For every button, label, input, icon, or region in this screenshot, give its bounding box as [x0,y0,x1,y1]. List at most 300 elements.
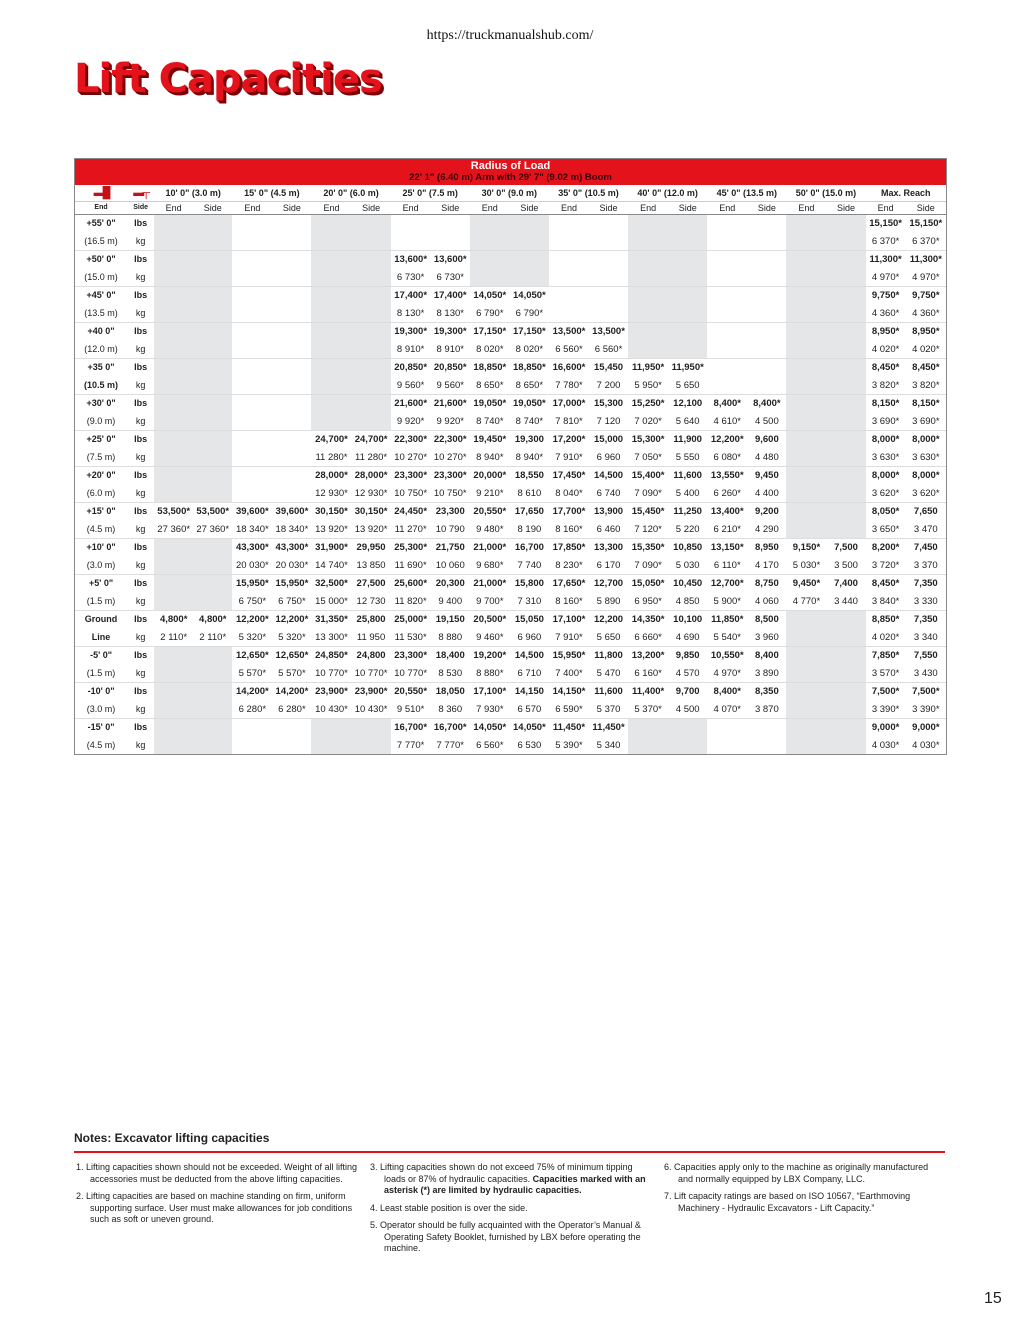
capacity-cell: 3 820* [912,379,940,391]
capacity-cell [154,269,193,287]
side-lift-icon: ▬┬ [133,187,149,199]
capacity-cell: 3 630* [912,451,940,463]
capacity-cell: 20 030* [235,559,269,571]
capacity-cell [668,251,707,269]
capacity-cell: 8 650* [515,379,544,391]
capacity-cell [193,287,232,305]
unit-label: kg [135,271,146,282]
capacity-cell: 11,600 [668,467,707,485]
capacity-cell [786,503,826,521]
capacity-cell [826,449,865,467]
capacity-cell: 9,000* [906,719,946,737]
height-label: -15' 0" [75,719,127,737]
capacity-cell [826,431,865,449]
capacity-cell [232,359,272,377]
unit-label: lbs [127,359,154,377]
capacity-cell: 14 740* [315,559,348,571]
capacity-cell: 8,000* [906,467,946,485]
capacity-cell [232,251,272,269]
capacity-cell [352,233,391,251]
capacity-cell [154,377,193,395]
capacity-cell [272,341,311,359]
capacity-cell: 10 060 [435,559,465,571]
capacity-cell [549,305,589,323]
capacity-cell: 3 440 [834,595,858,607]
capacity-cell: 14,200* [272,683,311,701]
capacity-cell [628,269,668,287]
table-row [75,233,946,251]
capacity-cell [352,737,391,755]
capacity-cell: 14,050* [470,719,510,737]
height-label: +40 0" [75,323,127,341]
capacity-cell: 7 780* [555,379,583,391]
radius-column-header: 15' 0" (4.5 m) [232,185,311,202]
table-row [75,413,946,431]
capacity-cell: 24,800 [352,647,391,665]
capacity-cell [154,575,193,593]
capacity-cell: 9 920* [436,415,464,427]
capacity-cell: 10 430* [354,703,388,715]
capacity-cell: 8 740* [515,415,544,427]
end-subheader: End [391,202,431,215]
capacity-cell: 6 560* [555,343,583,355]
table-row [75,215,946,233]
capacity-cell: 17,400* [431,287,470,305]
height-label: +45' 0" [75,287,127,305]
capacity-cell: 23,300* [391,467,431,485]
capacity-cell [707,251,747,269]
table-row [75,629,946,647]
source-url: https://truckmanualshub.com/ [426,28,594,43]
capacity-cell [786,395,826,413]
capacity-cell [391,215,431,233]
capacity-cell [193,665,232,683]
capacity-cell [786,647,826,665]
capacity-cell [707,287,747,305]
capacity-cell [272,431,311,449]
capacity-cell [707,233,747,251]
capacity-cell: 3 470 [913,523,938,535]
capacity-cell: 7 090* [634,559,662,571]
capacity-cell: 8 940* [476,451,504,463]
capacity-cell: 16,600* [549,359,589,377]
side-subheader: Side [272,202,311,215]
unit-label: lbs [127,503,154,521]
capacity-cell [311,719,351,737]
capacity-cell: 20,500* [470,611,510,629]
capacity-cell: 4 570 [675,667,700,679]
capacity-cell: 8 130* [396,307,425,319]
end-subheader: End [154,202,193,215]
capacity-cell: 5 400 [675,487,700,499]
capacity-cell: 8,450* [906,359,946,377]
capacity-cell: 10,450 [668,575,707,593]
capacity-cell: 13,600* [391,251,431,269]
capacity-cell [470,251,510,269]
capacity-cell [154,431,193,449]
capacity-cell [786,287,826,305]
capacity-cell: 23,300* [391,647,431,665]
capacity-cell: 10 770* [315,667,348,679]
capacity-cell: 28,000* [311,467,351,485]
capacity-cell: 43,300* [272,539,311,557]
capacity-cell: 6 280* [278,703,306,715]
unit-label: lbs [127,575,154,593]
capacity-cell: 11,300* [866,251,906,269]
height-label: (13.5 m) [84,307,118,318]
capacity-cell [826,737,865,755]
capacity-cell [272,377,311,395]
capacity-cell [668,305,707,323]
capacity-cell [311,395,351,413]
capacity-cell: 53,500* [193,503,232,521]
capacity-cell [628,233,668,251]
radius-header-row [75,185,946,202]
capacity-cell [826,377,865,395]
capacity-cell: 6 160* [634,667,662,679]
capacity-cell: 3 390* [912,703,940,715]
capacity-cell: 3 720* [871,559,900,571]
capacity-cell: 25,000* [391,611,431,629]
capacity-cell [352,719,391,737]
capacity-cell [628,305,668,323]
capacity-cell [470,215,510,233]
height-label: (16.5 m) [84,235,118,246]
capacity-cell: 13,400* [707,503,747,521]
capacity-cell: 3 650* [871,523,900,535]
capacity-cell: 8,400 [747,647,786,665]
capacity-cell: 8,000* [906,431,946,449]
capacity-cell: 8 160* [555,595,583,607]
capacity-cell: 6 260* [713,487,742,499]
capacity-cell [786,701,826,719]
capacity-cell: 4 060 [754,595,779,607]
capacity-cell [352,215,391,233]
capacity-cell: 14,200* [232,683,272,701]
capacity-cell [232,485,272,503]
notes-column-3 [664,1162,945,1220]
capacity-cell [193,467,232,485]
capacity-cell: 17,850* [549,539,589,557]
capacity-cell: 18 340* [235,523,269,535]
capacity-cell: 8,850* [866,611,906,629]
capacity-cell: 25,300* [391,539,431,557]
side-icon-label: Side [127,202,154,215]
capacity-cell: 11,250 [668,503,707,521]
capacity-cell [628,251,668,269]
end-subheader: End [232,202,272,215]
capacity-cell [826,665,865,683]
capacity-cell: 5 650 [596,631,621,643]
side-subheader: Side [826,202,865,215]
capacity-cell: 13 920* [315,523,348,535]
unit-label: kg [135,739,146,750]
capacity-cell [826,305,865,323]
capacity-cell [352,395,391,413]
capacity-cell: 3 630* [871,451,900,463]
capacity-cell [232,719,272,737]
capacity-cell [272,449,311,467]
capacity-cell: 10 270* [433,451,467,463]
capacity-cell: 9,600 [747,431,786,449]
capacity-cell: 20,850* [431,359,470,377]
unit-label: kg [135,343,146,354]
capacity-cell: 18,550 [510,467,549,485]
radius-column-header: Max. Reach [866,185,946,202]
capacity-cell: 15,800 [510,575,549,593]
capacity-cell [154,323,193,341]
capacity-cell: 6 560* [594,343,623,355]
capacity-cell: 8 530 [438,667,463,679]
capacity-cell: 3 890 [754,667,779,679]
capacity-cell: 5 570* [278,667,306,679]
unit-label: lbs [127,719,154,737]
capacity-cell [352,251,391,269]
capacity-cell: 17,700* [549,503,589,521]
capacity-cell: 10,550* [707,647,747,665]
capacity-cell: 10 790 [435,523,465,535]
unit-label: kg [135,703,146,714]
capacity-cell [311,413,351,431]
height-label: (15.0 m) [84,271,118,282]
capacity-cell [826,359,865,377]
capacity-cell: 13,900 [589,503,628,521]
side-subheader: Side [352,202,391,215]
capacity-cell: 6 170 [596,559,621,571]
capacity-cell [628,323,668,341]
capacity-cell: 7,650 [906,503,946,521]
capacity-cell [786,719,826,737]
capacity-cell [628,719,668,737]
capacity-cell: 2 110* [160,631,188,643]
height-label: Line [91,631,111,642]
capacity-cell [786,431,826,449]
capacity-cell: 18,050 [431,683,470,701]
capacity-cell [786,413,826,431]
note-3 [370,1162,655,1197]
capacity-cell: 4 970* [912,271,940,283]
capacity-cell: 24,850* [311,647,351,665]
unit-label: lbs [127,683,154,701]
capacity-cell: 5 640 [675,415,700,427]
capacity-cell: 14,050* [510,719,549,737]
capacity-cell: 23,900* [352,683,391,701]
side-subheader: Side [747,202,786,215]
capacity-cell [272,287,311,305]
end-subheader: End [549,202,589,215]
capacity-cell: 8,450* [866,359,906,377]
capacity-cell: 15,950* [232,575,272,593]
capacity-cell: 12 930* [315,487,348,499]
unit-label: kg [135,451,146,462]
capacity-cell [232,323,272,341]
capacity-cell: 21,750 [431,539,470,557]
capacity-cell: 13,150* [707,539,747,557]
unit-label: kg [135,523,146,534]
capacity-cell: 4 020* [871,631,900,643]
capacity-cell [154,233,193,251]
lift-capacity-table [75,159,946,754]
capacity-cell [232,269,272,287]
capacity-cell: 2 110* [199,631,227,643]
capacity-cell: 5 570* [238,667,267,679]
capacity-cell: 8,950* [866,323,906,341]
capacity-cell [193,737,232,755]
capacity-cell [311,341,351,359]
capacity-cell [826,233,865,251]
capacity-cell [707,269,747,287]
table-row [75,521,946,539]
height-label: Ground [75,611,127,629]
capacity-cell [232,431,272,449]
capacity-cell: 30,150* [311,503,351,521]
height-label: (3.0 m) [86,703,116,714]
capacity-cell: 10,100 [668,611,707,629]
capacity-cell: 8 160* [555,523,583,535]
capacity-cell [510,233,549,251]
capacity-cell [311,737,351,755]
capacity-cell [272,719,311,737]
side-subheader: Side [193,202,232,215]
capacity-cell [272,413,311,431]
capacity-cell: 4,800* [154,611,193,629]
capacity-cell: 15,150* [866,215,906,233]
capacity-cell: 3 430 [913,667,938,679]
radius-column-header: 20' 0" (6.0 m) [311,185,390,202]
capacity-cell [352,341,391,359]
capacity-cell: 20,300 [431,575,470,593]
unit-label: kg [135,631,146,642]
capacity-cell: 15,950* [272,575,311,593]
capacity-cell: 5 340 [596,739,621,751]
capacity-cell [193,233,232,251]
capacity-cell [272,359,311,377]
capacity-cell [154,449,193,467]
capacity-cell: 23,900* [311,683,351,701]
capacity-cell: 19,300* [431,323,470,341]
capacity-cell: 15,050* [628,575,668,593]
height-label: +55' 0" [75,215,127,233]
capacity-cell: 12,200* [232,611,272,629]
unit-label: kg [135,307,146,318]
capacity-cell: 15,450 [589,359,628,377]
capacity-cell [826,215,865,233]
capacity-cell: 6 370* [871,235,900,247]
capacity-cell: 13,500* [589,323,628,341]
capacity-cell [707,737,747,755]
capacity-cell [826,701,865,719]
capacity-cell: 8 910* [396,343,425,355]
unit-label: lbs [127,611,154,629]
capacity-cell [272,215,311,233]
capacity-cell: 17,000* [549,395,589,413]
capacity-cell: 25,600* [391,575,431,593]
capacity-cell: 11 950 [356,631,386,643]
capacity-cell: 4 020* [871,343,900,355]
height-label: (6.0 m) [86,487,116,498]
capacity-cell [352,323,391,341]
side-subheader: Side [668,202,707,215]
capacity-cell: 8,050* [866,503,906,521]
capacity-cell [786,233,826,251]
capacity-cell: 9,150* [786,539,826,557]
capacity-cell: 4 290 [754,523,779,535]
capacity-cell [826,485,865,503]
capacity-cell: 6 750* [278,595,306,607]
notes-title: Notes: Excavator lifting capacities [74,1131,270,1145]
capacity-cell [747,737,786,755]
capacity-cell: 13 300* [315,631,348,643]
side-subheader: Side [431,202,470,215]
capacity-cell: 4 360* [871,307,900,319]
capacity-cell: 11,800 [589,647,628,665]
capacity-cell: 15,300* [628,431,668,449]
capacity-cell [707,323,747,341]
capacity-cell: 17,650 [510,503,549,521]
capacity-cell: 27,500 [352,575,391,593]
capacity-cell: 3 620* [871,487,900,499]
capacity-cell: 39,600* [232,503,272,521]
capacity-cell [193,485,232,503]
capacity-cell: 12,650* [272,647,311,665]
capacity-cell: 43,300* [232,539,272,557]
capacity-cell: 14,500 [510,647,549,665]
capacity-cell: 22,300* [431,431,470,449]
capacity-cell [193,215,232,233]
capacity-cell: 6 790* [476,307,504,319]
capacity-cell [154,701,193,719]
capacity-cell: 13,600* [431,251,470,269]
radius-column-header: 45' 0" (13.5 m) [707,185,786,202]
radius-column-header: 10' 0" (3.0 m) [154,185,232,202]
capacity-cell: 31,350* [311,611,351,629]
capacity-cell: 7,500* [866,683,906,701]
capacity-cell: 7,850* [866,647,906,665]
capacity-cell: 5 320* [238,631,267,643]
table-row [75,485,946,503]
capacity-cell [628,737,668,755]
capacity-cell [352,305,391,323]
capacity-cell: 8,950 [747,539,786,557]
capacity-cell: 12,700 [589,575,628,593]
capacity-cell [668,287,707,305]
capacity-cell: 11,950* [628,359,668,377]
capacity-cell [786,323,826,341]
capacity-cell: 31,900* [311,539,351,557]
capacity-cell [510,215,549,233]
capacity-cell [352,413,391,431]
capacity-cell: 12,700* [707,575,747,593]
table-row [75,575,946,593]
capacity-cell [747,359,786,377]
height-label: +35 0" [75,359,127,377]
capacity-cell: 10 270* [394,451,428,463]
capacity-cell: 11,850* [707,611,747,629]
capacity-cell [589,269,628,287]
capacity-cell: 14,050* [470,287,510,305]
capacity-cell [154,287,193,305]
capacity-cell: 11,450* [549,719,589,737]
capacity-cell [707,305,747,323]
capacity-cell: 28,000* [352,467,391,485]
capacity-cell [311,251,351,269]
capacity-cell: 18 340* [275,523,309,535]
capacity-cell: 11 280* [355,451,388,463]
capacity-cell: 4 500 [754,415,779,427]
capacity-cell [628,287,668,305]
capacity-cell: 6 080* [713,451,742,463]
capacity-cell [786,449,826,467]
